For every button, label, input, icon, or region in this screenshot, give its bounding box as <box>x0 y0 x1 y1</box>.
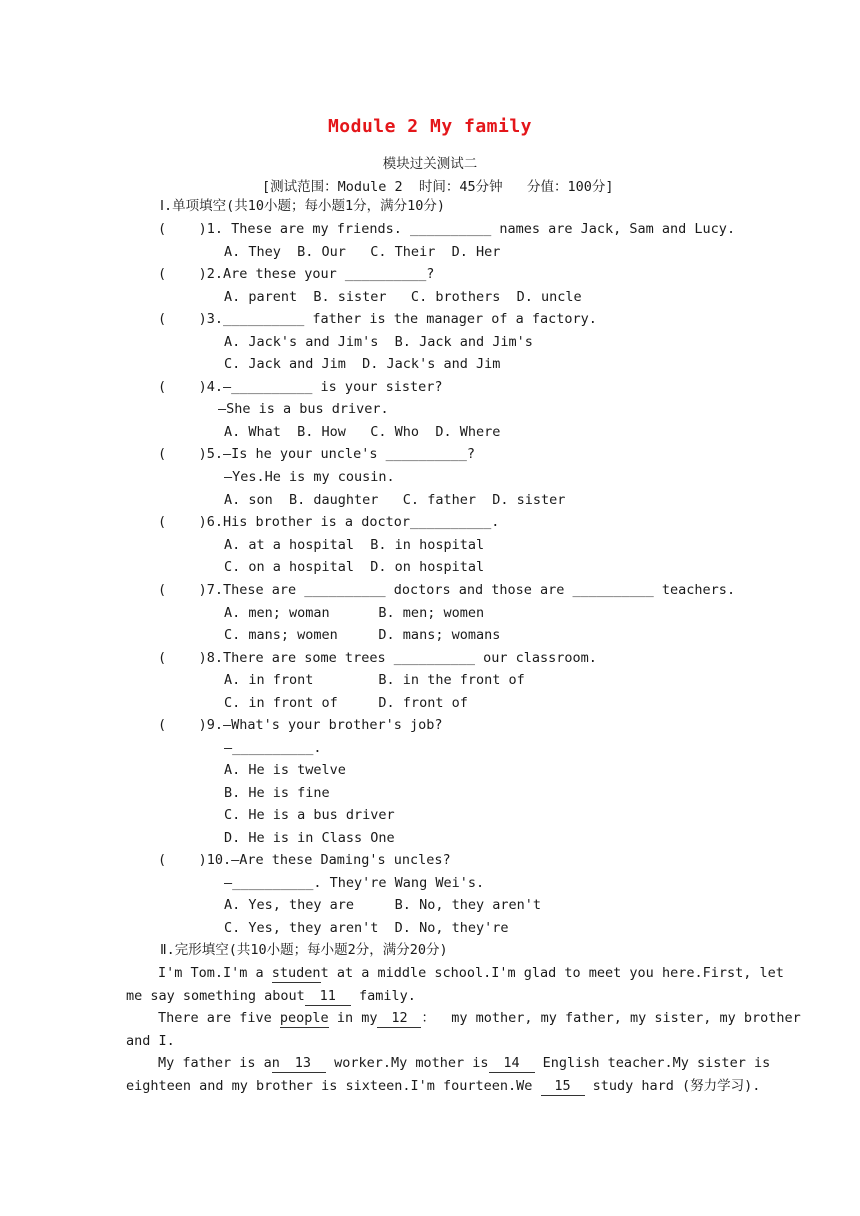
question-5: ( )5.—Is he your uncle's __________? <box>158 446 475 462</box>
question-1: ( )1. These are my friends. __________ names are Jack, Sam and Lucy. <box>158 221 736 237</box>
question-4: ( )4.—__________ is your sister? <box>158 379 443 395</box>
question-3-options-ab: A. Jack's and Jim's B. Jack and Jim's <box>224 334 533 350</box>
question-6-options-ab: A. at a hospital B. in hospital <box>224 537 485 553</box>
page-title: Module 2 My family <box>327 116 533 137</box>
question-9-option-b: B. He is fine <box>224 785 330 801</box>
passage-text: me say something about <box>126 988 305 1004</box>
underlined-word: n <box>271 1055 280 1071</box>
section-2-heading: Ⅱ.完形填空(共10小题；每小题2分，满分20分) <box>160 942 448 958</box>
question-9-option-a: A. He is twelve <box>224 762 346 778</box>
passage-text: English teacher.My sister is <box>534 1055 771 1071</box>
question-6: ( )6.His brother is a doctor__________. <box>158 514 500 530</box>
question-9-option-d: D. He is in Class One <box>224 830 395 846</box>
question-2-options: A. parent B. sister C. brothers D. uncle <box>224 289 582 305</box>
question-8: ( )8.There are some trees __________ our classroom. <box>158 650 597 666</box>
question-6-options-cd: C. on a hospital D. on hospital <box>224 559 485 575</box>
question-4-options: A. What B. How C. Who D. Where <box>224 424 501 440</box>
question-2: ( )2.Are these your __________? <box>158 266 435 282</box>
passage-text: t at a middle school.I'm glad to meet you here.First, let <box>320 965 784 981</box>
passage-text: in my <box>328 1010 378 1026</box>
blank-14[interactable]: 14 <box>489 1054 535 1073</box>
question-4-dialog: —She is a bus driver. <box>218 401 389 417</box>
passage-text: There are five <box>158 1010 280 1026</box>
blank-12[interactable]: 12 <box>377 1009 421 1028</box>
passage-line-3 <box>158 1009 801 1028</box>
underlined-word: studen <box>271 965 321 981</box>
question-7-options-ab: A. men; woman B. men; women <box>224 605 485 621</box>
question-8-options-ab: A. in front B. in the front of <box>224 672 525 688</box>
question-7-options-cd: C. mans; women D. mans; womans <box>224 627 501 643</box>
passage-text: My father is a <box>158 1055 272 1071</box>
passage-text: ： my mother, my father, my sister, my brother <box>421 1010 801 1026</box>
passage-line-1 <box>158 964 784 983</box>
passage-line-4: and I. <box>126 1033 175 1049</box>
blank-13[interactable]: 13 <box>280 1054 326 1073</box>
passage-text: family. <box>350 988 416 1004</box>
underlined-word: people <box>279 1010 329 1026</box>
question-3: ( )3.__________ father is the manager of a factory. <box>158 311 597 327</box>
question-10: ( )10.—Are these Daming's uncles? <box>158 852 451 868</box>
question-5-dialog: —Yes.He is my cousin. <box>224 469 395 485</box>
question-1-options: A. They B. Our C. Their D. Her <box>224 244 501 260</box>
passage-line-6 <box>126 1077 760 1096</box>
question-9-option-c: C. He is a bus driver <box>224 807 395 823</box>
blank-15[interactable]: 15 <box>541 1077 585 1096</box>
question-10-options-cd: C. Yes, they aren't D. No, they're <box>224 920 509 936</box>
test-range: [测试范围：Module 2 时间：45分钟 分值：100分] <box>262 179 614 195</box>
question-9: ( )9.—What's your brother's job? <box>158 717 443 733</box>
passage-text: eighteen and my brother is sixteen.I'm fourteen.We <box>126 1078 541 1094</box>
question-9-dialog: —__________. <box>224 740 322 756</box>
passage-text: worker.My mother is <box>325 1055 489 1071</box>
test-subtitle: 模块过关测试二 <box>382 156 478 172</box>
question-10-dialog: —__________. They're Wang Wei's. <box>224 875 485 891</box>
passage-text: I'm Tom.I'm a <box>158 965 272 981</box>
question-10-options-ab: A. Yes, they are B. No, they aren't <box>224 897 541 913</box>
question-7: ( )7.These are __________ doctors and those are __________ teachers. <box>158 582 736 598</box>
section-1-heading: Ⅰ.单项填空(共10小题；每小题1分，满分10分) <box>160 198 446 214</box>
passage-line-5 <box>158 1054 770 1073</box>
blank-11[interactable]: 11 <box>305 987 351 1006</box>
question-5-options: A. son B. daughter C. father D. sister <box>224 492 566 508</box>
passage-text: study hard (努力学习). <box>584 1078 761 1094</box>
question-3-options-cd: C. Jack and Jim D. Jack's and Jim <box>224 356 501 372</box>
passage-line-2 <box>126 987 416 1006</box>
question-8-options-cd: C. in front of D. front of <box>224 695 468 711</box>
